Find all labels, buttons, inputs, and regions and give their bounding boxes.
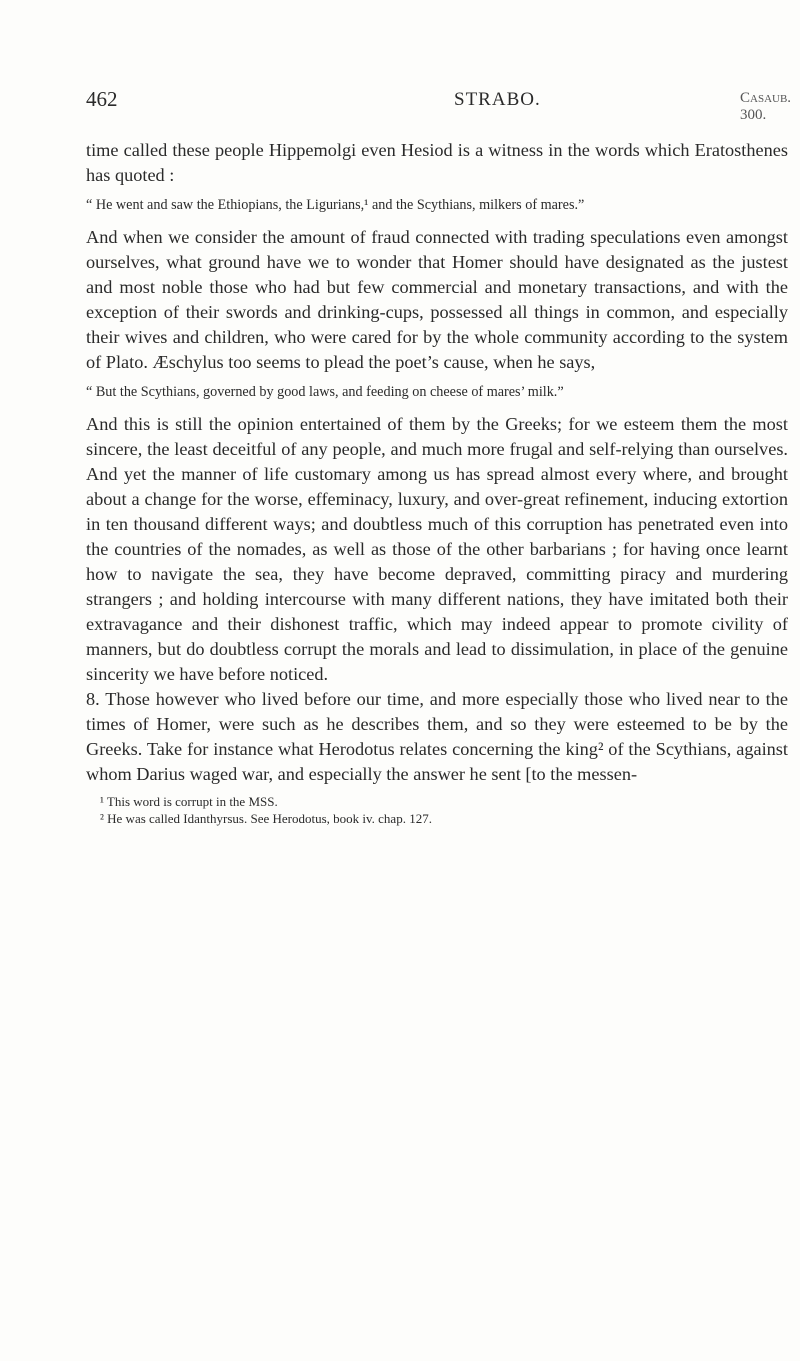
paragraph-1: time called these people Hippemolgi even Hesiod is a witness in the words which Eratosthenes has quoted :: [86, 140, 788, 185]
footnote-1: ¹ This word is corrupt in the MSS.: [100, 794, 278, 809]
running-title: STRABO.: [454, 89, 541, 110]
footnote-2: ² He was called Idanthyrsus. See Herodotus, book iv. chap. 127.: [100, 811, 432, 826]
page-header: [86, 87, 792, 123]
page-body: [86, 138, 788, 827]
paragraph-3: And this is still the opinion entertained of them by the Greeks; for we esteem them the most sincere, the least deceitful of any people, and much more frugal and self-relying than ourselves. And yet the manner of life customary among us has spread almost every where, and brought about a change for the worse, effeminacy, luxury, and over-great refinement, inducing extortion in ten thousand different ways; and doubtless much of this corruption has penetrated even into the countries of the nomades, as well as those of the other barbarians ; for having once learnt how to navigate the sea, they have become depraved, committing piracy and murdering strangers ; and holding intercourse with many different nations, they have imitated both their extravagance and their dishonest traffic, which may indeed appear to promote civility of manners, but do doubtless corrupt the morals and lead to dissimulation, in place of the genuine sincerity we have before noticed.: [86, 414, 788, 684]
casaubon-reference: Casaub. 300.: [740, 90, 792, 123]
paragraph-4: 8. Those however who lived before our time, and more especially those who lived near to the times of Homer, were such as he describes them, and so they were esteemed to be by the Greeks. Take for instance what Herodotus relates concerning the king² of the Scythians, against whom Darius waged war, and especially the answer he sent [to the messen-: [86, 689, 788, 784]
paragraph-2: And when we consider the amount of fraud connected with trading speculations even amongst ourselves, what ground have we to wonder that Homer should have designated as the justest and most noble those who had but few commercial and monetary transactions, and with the exception of their swords and drinking-cups, possessed all things in common, and especially their wives and children, who were cared for by the whole community according to the system of Plato. Æschylus too seems to plead the poet’s cause, when he says,: [86, 227, 788, 372]
page-number: 462: [86, 87, 118, 111]
footnotes: [86, 793, 788, 827]
quote-aeschylus: “ But the Scythians, governed by good laws, and feeding on cheese of mares’ milk.”: [86, 384, 564, 400]
quote-hesiod: “ He went and saw the Ethiopians, the Ligurians,¹ and the Scythians, milkers of mares.”: [86, 197, 585, 213]
